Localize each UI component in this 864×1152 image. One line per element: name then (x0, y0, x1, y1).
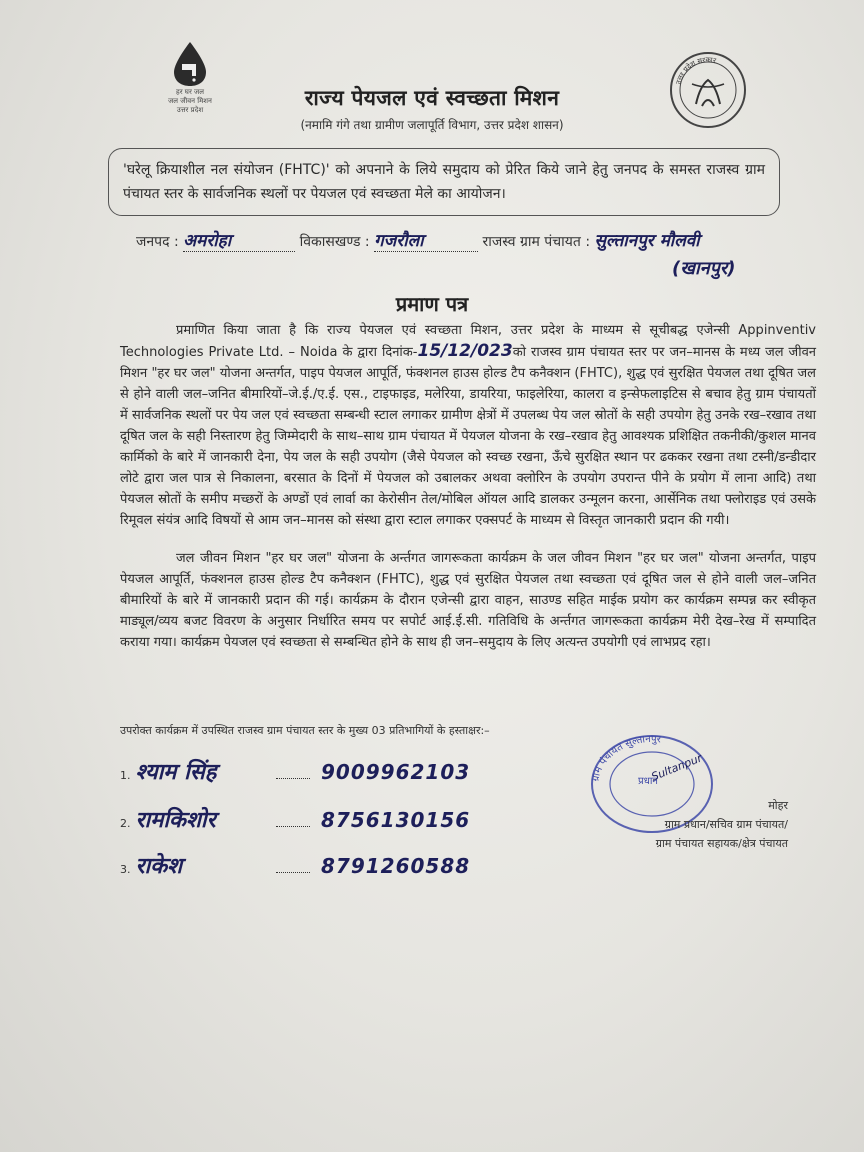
emblem-text: उत्तर प्रदेश सरकार (674, 55, 717, 86)
signatory-line-3: ग्राम पंचायत सहायक/क्षेत्र पंचायत (655, 837, 788, 850)
logo-caption-1: हर घर जल (176, 88, 204, 96)
participant-signature: राकेश (135, 854, 183, 879)
participant-phone: 8791260588 (321, 854, 471, 878)
block-label: विकासखण्ड : (299, 234, 370, 250)
stamp-ring-text: ग्राम पंचायत सुल्तानपुर (590, 733, 662, 783)
paragraph-1-part-1: प्रमाणित किया जाता है कि राज्य पेयजल एवं स्वच्छता मिशन, उत्तर प्रदेश के माध्यम से सूचीबद्ध एजेन्सी Appinventiv Technologies Private Ltd. – Noida के द्वारा दिनांक- (120, 323, 816, 360)
paragraph-1-part-2: को राजस्व ग्राम पंचायत स्तर पर जन–मानस के मध्य जल जीवन मिशन "हर घर जल" योजना अन्तर्गत, पाइप पेयजल आपूर्ति, फंक्शनल हाउस होल्ड टैप कनैक्शन (FHTC), शुद्ध एवं सुरक्षित पेयजल तथा दूषित जल से होने वाली जल–जनित बीमारियों–जे.ई./ए.ई. एस., टाइफाइड, मलेरिया, डायरिया, फाइलेरिया, कालरा व इन्सेफलाइटिस से बचाव हेतु ग्राम पंचायतों में सार्वजनिक स्थलों पर पेय जल एवं स्वच्छता सम्बन्धी स्टाल लगाकर ग्रामीण क्षेत्रों में उपलब्ध पेय जल स्रोतों के सही उपयोग हेतु उनके रख–रखाव तथा दूषित जल के सही निस्तारण हेतु जिम्मेदारी के साथ–साथ ग्राम पंचायत में पेयजल योजना के रख–रखाव हेतु आवश्यक प्रशिक्षित तकनीकी/कुशल मानव कार्मिको के बारे में जानकारी देना, पेय जल के सही उपयोग (जैसे पेयजल को स्वच्छ रखना, ऊँचे सुरक्षित स्थान पर ढककर रखना तथा टस्नी/डन्डीदार लोटे द्वारा जल पात्र से निकालना, बरसात के दिनों में पेयजल को उबालकर अथवा क्लोरिन के उपयोग उपरान्त पीने के प्रयोग में लाना आदि) तथा पेयजल स्रोतों के समीप मच्छरों के अण्डों एवं लार्वा का केरोसीन तेल/मोबिल ऑयल आदि डालकर उन्मूलन करना, आर्सेनिक तथा फ्लोराइड एवं उसके रिमूवल संयंत्र आदि विषयों से आम जन–मानस को संस्था द्वारा स्टाल लगाकर एक्सपर्ट के माध्यम से विस्तृत जानकारी प्रदान की गयी। (120, 345, 817, 528)
stamp-signature: Sultanpur (649, 751, 704, 784)
gram-panchayat-label: राजस्व ग्राम पंचायत : (482, 234, 591, 250)
logo-caption-3: उत्तर प्रदेश (176, 106, 204, 114)
participant-row (120, 756, 470, 786)
signatory-block (588, 796, 788, 853)
participant-number: 3. (120, 863, 131, 876)
participant-number: 1. (120, 769, 131, 782)
certificate-paragraph-1 (120, 320, 816, 531)
participants-intro: उपरोक्त कार्यक्रम में उपस्थित राजस्व ग्राम पंचायत स्तर के मुख्य 03 प्रतिभागियों के हस्ताक्षर:– (120, 724, 490, 737)
page-title: राज्य पेयजल एवं स्वच्छता मिशन (304, 86, 560, 110)
district-label: जनपद : (136, 234, 179, 250)
participant-number: 2. (120, 817, 131, 830)
participant-signature: रामकिशोर (135, 808, 216, 833)
page-subtitle: (नमामि गंगे तथा ग्रामीण जलापूर्ति विभाग, उत्तर प्रदेश शासन) (300, 118, 564, 132)
participant-signature: श्याम सिंह (135, 760, 217, 785)
participant-phone: 8756130156 (321, 808, 471, 832)
district-value: अमरोहा (183, 231, 232, 251)
water-drop-tap-icon (168, 40, 212, 88)
location-row (136, 228, 856, 252)
participant-row (120, 850, 470, 880)
event-description-box: 'घरेलू क्रियाशील नल संयोजन (FHTC)' को अपनाने के लिये समुदाय को प्रेरित किये जाने हेतु जनपद के समस्त राजस्व ग्राम पंचायत स्तर के सार्वजनिक स्थलों पर पेयजल एवं स्वच्छता मेले का आयोजन। (108, 148, 780, 216)
gram-panchayat-value: सुल्तानपुर मौलवी (594, 231, 700, 251)
participant-phone: 9009962103 (321, 760, 471, 784)
logo-caption-2: जल जीवन मिशन (168, 97, 212, 105)
certificate-paragraph-2: जल जीवन मिशन "हर घर जल" योजना के अर्न्तगत जागरूकता कार्यक्रम के जल जीवन मिशन "हर घर जल" योजना अन्तर्गत, पाइप पेयजल आपूर्ति, फंक्शनल हाउस होल्ड टैप कनैक्शन (FHTC), शुद्ध एवं सुरक्षित पेयजल तथा स्वच्छता एवं दूषित जल से होने वाली जल–जनित बीमारियों के बारे में जानकारी प्रदान की गई। कार्यक्रम के दौरान एजेन्सी द्वारा वाहन, साउण्ड सहित माईक प्रयोग कर कार्यक्रम सम्पन्न कर स्वीकृत माड्यूल/व्यय बजट विवरण के अनुसार निर्धारित समय पर सपोर्ट आई.ई.सी. गतिविधि के अर्न्तगत जागरूकता कार्यक्रम मेरी देख–रेख में सम्पादित कराया गया। कार्यक्रम पेयजल एवं स्वच्छता से सम्बन्धित होने के साथ ही जन–समुदाय के लिए अत्यन्त उपयोगी एवं लाभप्रद रहा। (120, 551, 816, 650)
certificate-heading: प्रमाण पत्र (395, 292, 469, 316)
signatory-line-1: मोहर (768, 799, 788, 812)
participant-row (120, 804, 470, 834)
signatory-line-2: ग्राम प्रधान/सचिव ग्राम पंचायत/ (664, 818, 788, 831)
svg-text:उत्तर प्रदेश सरकार (675, 56, 717, 85)
block-value: गजरौला (374, 231, 424, 251)
program-date: 15/12/023 (417, 341, 513, 361)
stamp-center-text: प्रधान (638, 776, 658, 787)
gram-panchayat-value-2: (खानपुर) (672, 258, 736, 279)
